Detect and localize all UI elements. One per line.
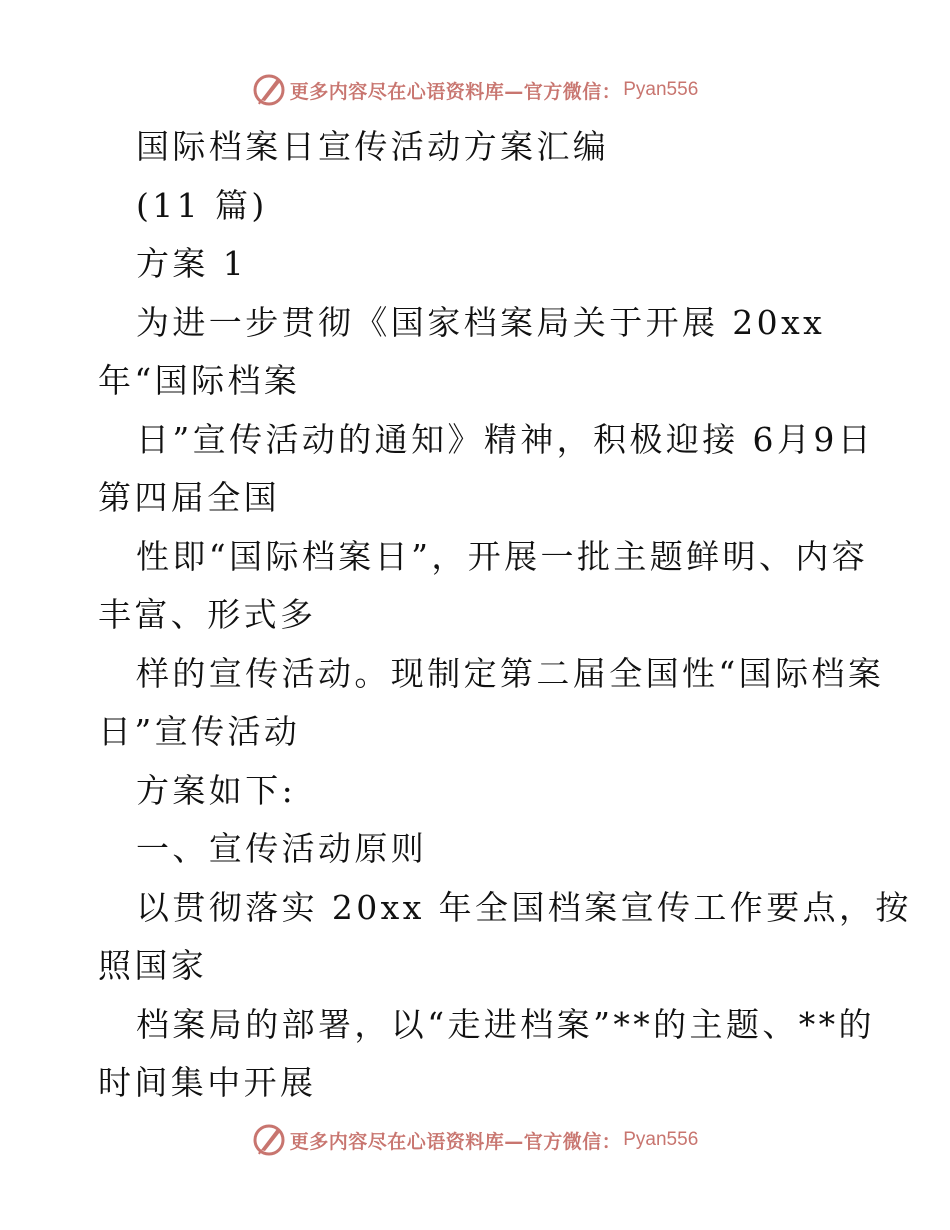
text-line: 样的宣传活动。现制定第二届全国性“国际档案 [136,653,885,693]
watermark-text: 更多内容尽在心语资料库—官方微信： [289,1130,622,1153]
text-line: 日”宣传活动的通知》精神，积极迎接 6月9日 [136,419,875,459]
text-line: 丰富、形式多 [98,595,317,634]
text-line: 第四届全国 [98,478,280,517]
text-line: 为进一步贯彻《国家档案局关于开展 20xx [136,302,826,342]
text-line: 日”宣传活动 [98,712,301,751]
text-line: 时间集中开展 [98,1063,317,1102]
text-line: 方案 1 [136,244,248,283]
text-line: 以贯彻落实 20xx 年全国档案宣传工作要点，按 [136,887,912,927]
watermark-text: 更多内容尽在心语资料库—官方微信： [289,80,622,103]
text-line: 照国家 [98,946,208,985]
text-line: 档案局的部署，以“走进档案”**的主题、**的 [136,1004,875,1044]
text-line: 年“国际档案 [98,361,301,400]
watermark-wechat-id: Pyan556 [623,79,699,100]
quill-pen-logo-icon [252,1123,286,1157]
header-watermark [0,68,950,112]
footer-watermark [0,1118,950,1162]
text-line: 方案如下: [136,770,297,810]
document-title: 国际档案日宣传活动方案汇编 [136,127,610,166]
text-line: (11 篇) [136,185,268,225]
quill-pen-logo-icon [252,73,286,107]
text-line: 一、宣传活动原则 [136,829,428,868]
text-line: 性即“国际档案日”，开展一批主题鲜明、内容 [136,536,869,576]
watermark-wechat-id: Pyan556 [623,1129,699,1150]
document-body [98,118,912,1113]
